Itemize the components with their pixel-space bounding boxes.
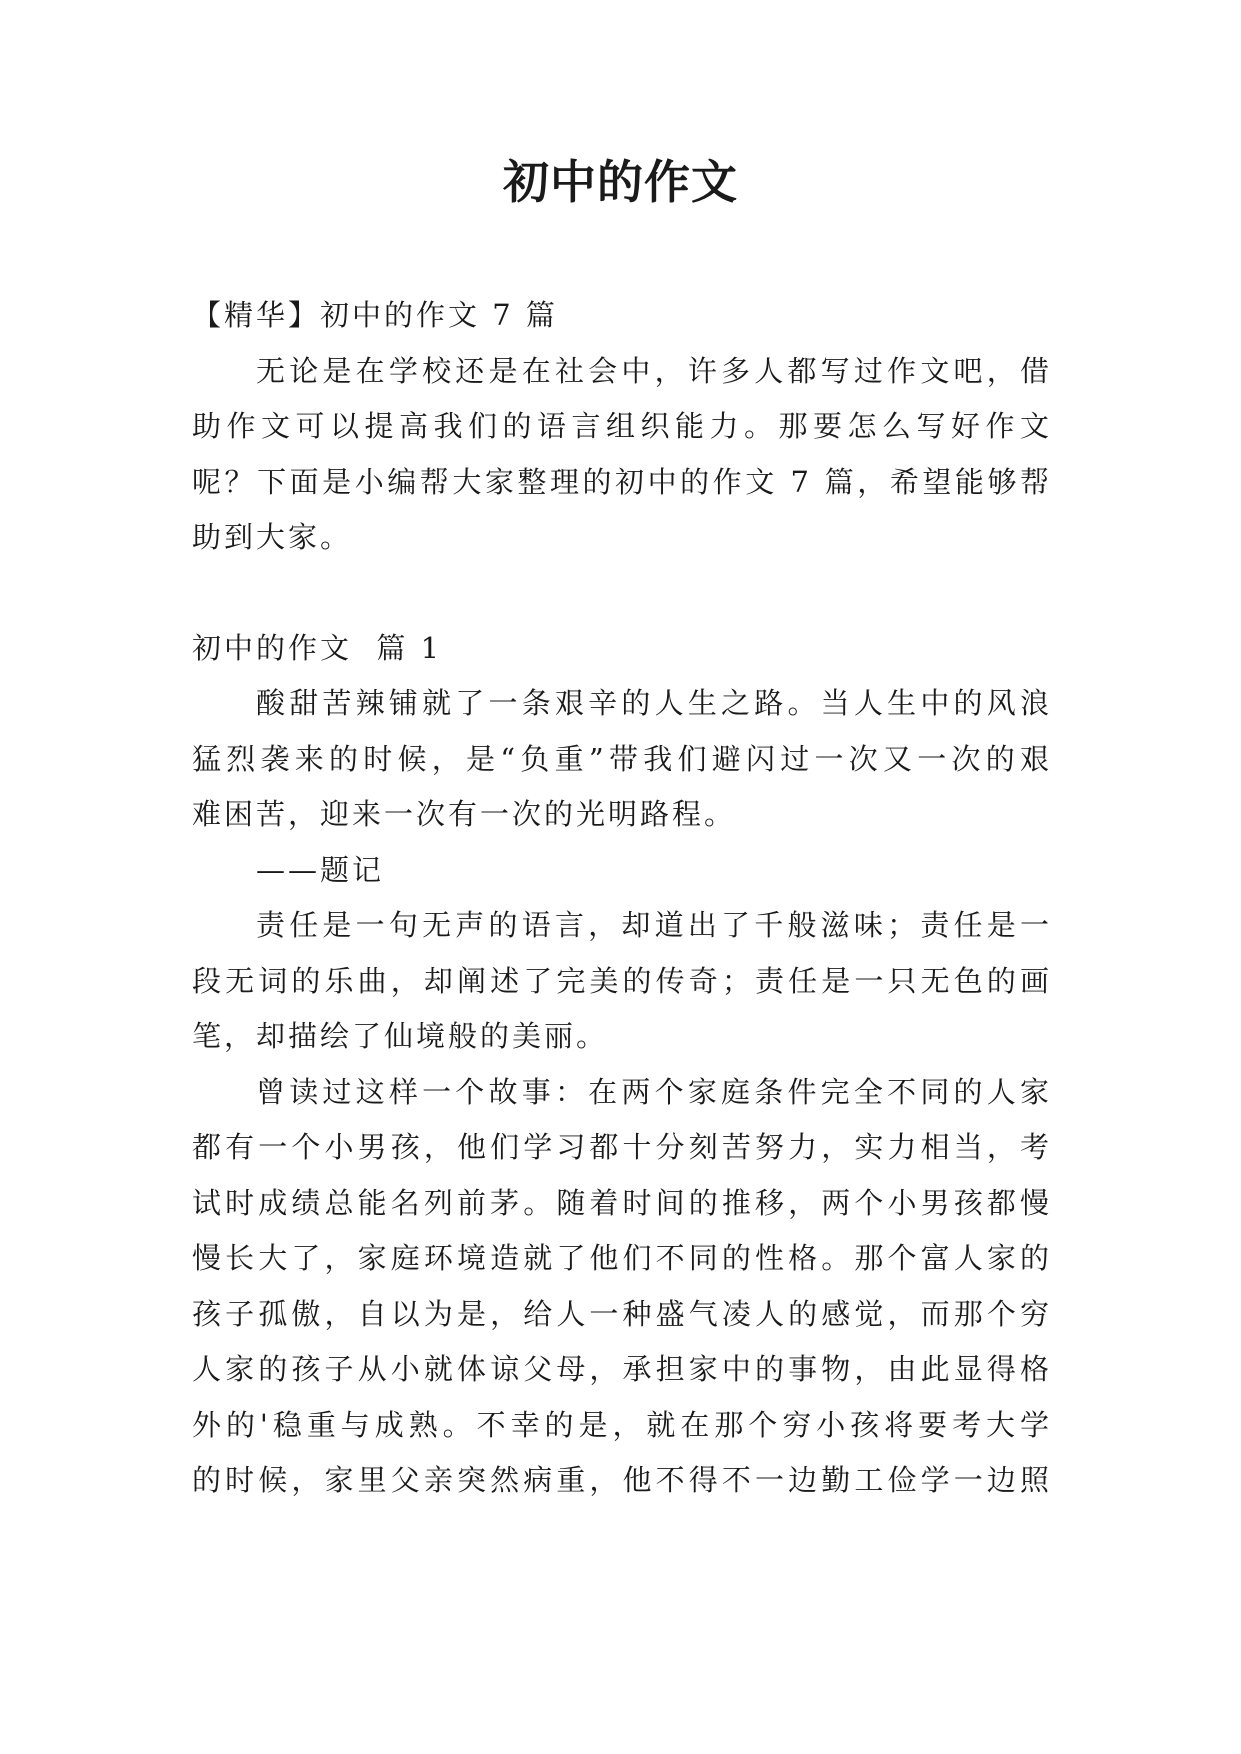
paragraph-line: 责任是一句无声的语言，却道出了千般滋味；责任是一	[256, 908, 1052, 942]
intro-line: 无论是在学校还是在社会中，许多人都写过作文吧，借	[256, 353, 1052, 388]
paragraph-line: 慢长大了，家庭环境造就了他们不同的性格。那个富人家的	[192, 1241, 1052, 1275]
paragraph-line: 人家的孩子从小就体谅父母，承担家中的事物，由此显得格	[192, 1352, 1052, 1386]
paragraph-3	[192, 1065, 1052, 1509]
paragraph-line: 外的'稳重与成熟。不幸的是，就在那个穷小孩将要考大学	[192, 1407, 1052, 1442]
paragraph-2	[192, 898, 1052, 1065]
paragraph-1	[192, 676, 1052, 843]
document-title: 初中的作文	[503, 155, 738, 209]
paragraph-line: 孩子孤傲，自以为是，给人一种盛气凌人的感觉，而那个穷	[192, 1296, 1052, 1331]
intro-paragraph	[192, 344, 1052, 566]
intro-line: 助作文可以提高我们的语言组织能力。那要怎么写好作文	[192, 409, 1052, 443]
section-spacer	[192, 566, 1052, 621]
document-body	[192, 288, 1052, 1509]
paragraph-line: 笔，却描绘了仙境般的美丽。	[192, 1019, 609, 1053]
paragraph-line: 酸甜苦辣铺就了一条艰辛的人生之路。当人生中的风浪	[256, 686, 1052, 720]
paragraph-line: 试时成绩总能名列前茅。随着时间的推移，两个小男孩都慢	[192, 1185, 1052, 1220]
paragraph-line: 都有一个小男孩，他们学习都十分刻苦努力，实力相当，考	[192, 1130, 1052, 1164]
section-heading: 初中的作文 篇 1	[192, 630, 443, 665]
paragraph-line: 的时候，家里父亲突然病重，他不得不一边勤工俭学一边照	[192, 1463, 1052, 1497]
paragraph-line: 猛烈袭来的时候，是“负重”带我们避闪过一次又一次的艰	[192, 741, 1052, 776]
intro-line: 助到大家。	[192, 520, 353, 554]
paragraph-line: 曾读过这样一个故事：在两个家庭条件完全不同的人家	[256, 1074, 1052, 1109]
paragraph-line: 段无词的乐曲，却阐述了完美的传奇；责任是一只无色的画	[192, 963, 1052, 998]
document-subtitle: 【精华】初中的作文 7 篇	[192, 298, 558, 332]
paragraph-line: 难困苦，迎来一次有一次的光明路程。	[192, 797, 737, 831]
intro-line: 呢？下面是小编帮大家整理的初中的作文 7 篇，希望能够帮	[192, 464, 1052, 499]
inscription: ——题记	[256, 852, 385, 887]
